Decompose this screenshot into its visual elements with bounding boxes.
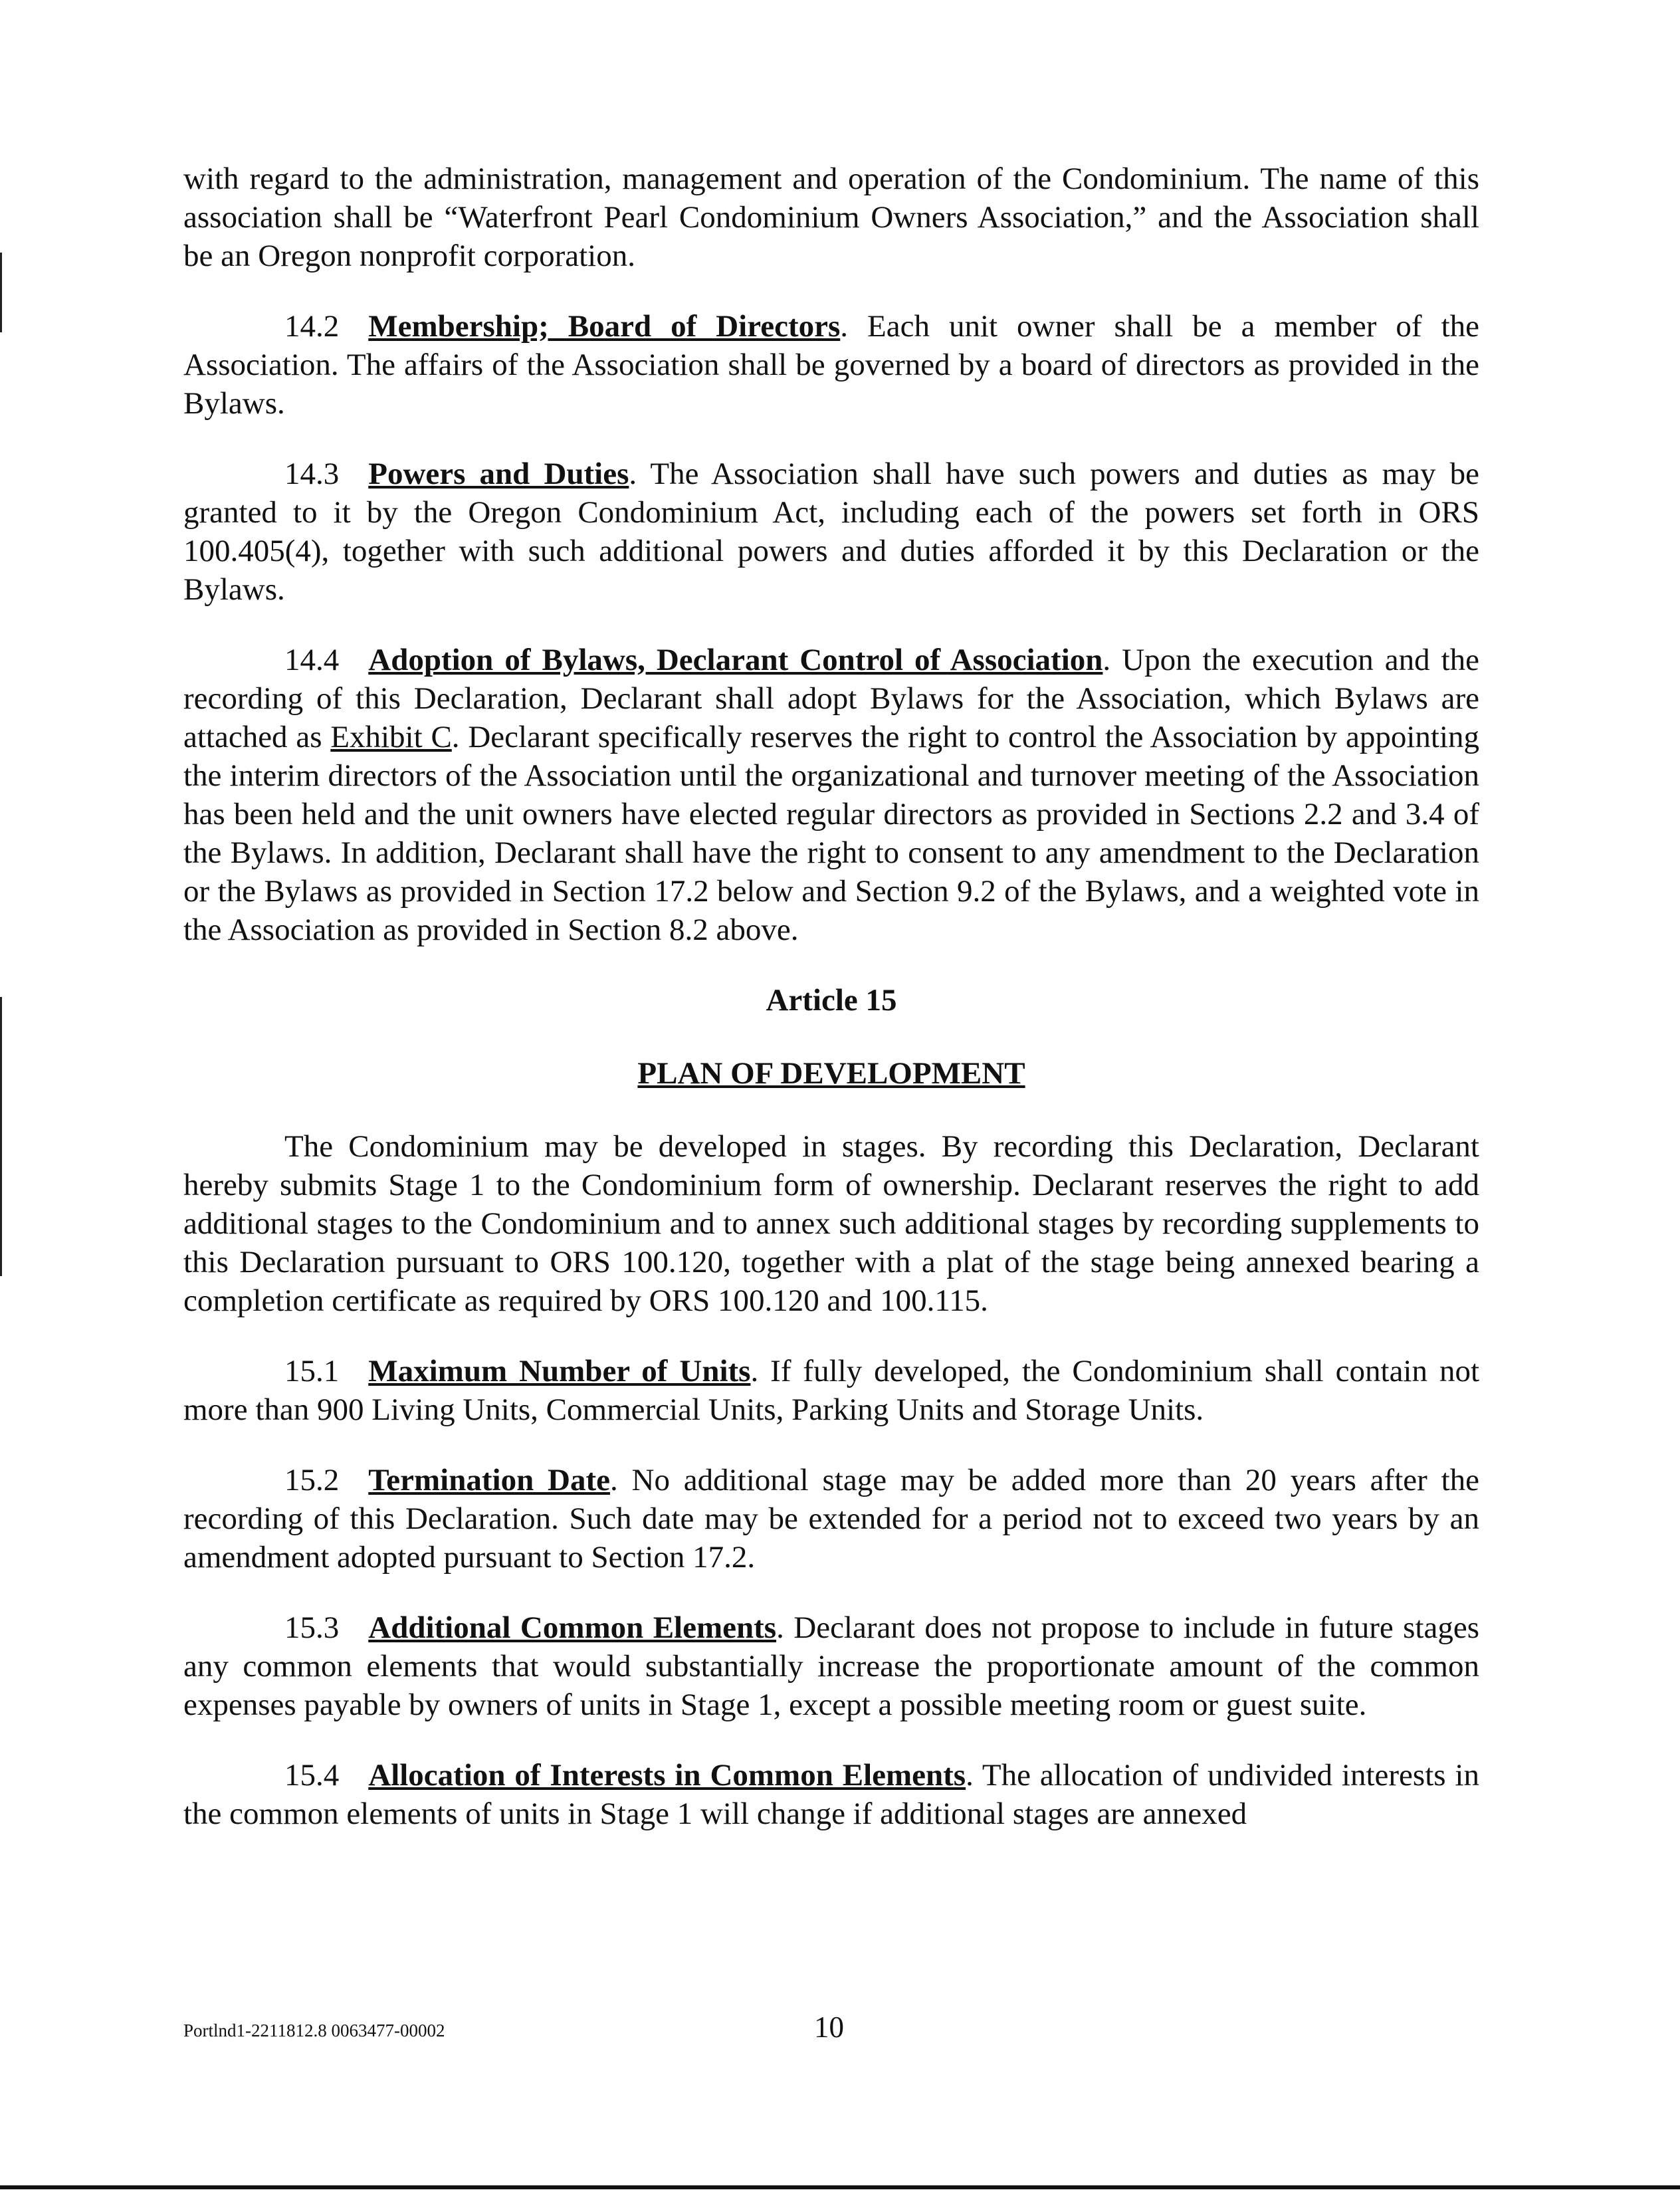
document-page — [183, 160, 1479, 1865]
paragraph-continuation: with regard to the administration, management and operation of the Condominium. The name of this association shall be “Waterfront Pearl Condominium Owners Association,” and the Association shall be an Oregon nonprofit corporation. — [183, 162, 1479, 273]
section-number: 15.4 — [284, 1758, 340, 1793]
section-title: Powers and Duties — [368, 457, 629, 491]
article-title: PLAN OF DEVELOPMENT — [637, 1056, 1025, 1091]
section-number: 15.2 — [284, 1463, 340, 1497]
section-number: 14.4 — [284, 643, 340, 677]
section-body: . Declarant does not propose to include in future stages any common elements that would substantially increase the proportionate amount of the common expenses payable by owners of units in Stage 1, except a possible meeting room or guest suite. — [183, 1610, 1480, 1722]
article-15-intro: The Condominium may be developed in stages. By recording this Declaration, Declarant hereby submits Stage 1 to the Condominium form of ownership. Declarant reserves the right to add additional stages to the Condominium and to annex such additional stages by recording supplements to this Declaration pursuant to ORS 100.120, together with a plat of the stage being annexed bearing a completion certificate as required by ORS 100.120 and 100.115. — [183, 1129, 1479, 1318]
section-body: . Each unit owner shall be a member of the Association. The affairs of the Association shall be governed by a board of directors as provided in the Bylaws. — [183, 309, 1479, 421]
section-15-1 — [183, 1352, 1479, 1429]
section-body: . The Association shall have such powers and duties as may be granted to it by the Oregon Condominium Act, including each of the powers set forth in ORS 100.405(4), together with such additional powers and duties afforded it by this Declaration or the Bylaws. — [183, 457, 1479, 607]
article-heading: Article 15 — [766, 983, 897, 1018]
section-title: Termination Date — [368, 1463, 610, 1497]
section-title: Maximum Number of Units — [368, 1354, 751, 1388]
scan-edge-mark — [0, 997, 2, 1276]
section-14-2 — [183, 307, 1479, 423]
footer-page-number: 10 — [814, 2011, 844, 2044]
section-number: 15.3 — [284, 1610, 340, 1645]
section-15-4 — [183, 1756, 1479, 1833]
exhibit-reference: Exhibit C — [330, 720, 452, 754]
section-body: . Upon the execution and the recording of this Declaration, Declarant shall adopt Bylaws for the Association, which Bylaws are attached as — [183, 643, 1480, 754]
section-14-3 — [183, 455, 1479, 609]
section-title: Allocation of Interests in Common Elements — [368, 1758, 966, 1793]
section-body: . No additional stage may be added more than 20 years after the recording of this Declaration. Such date may be extended for a period not to exceed two years by an amendment adopted pursuant to Section 17.2. — [183, 1463, 1479, 1575]
section-title: Adoption of Bylaws, Declarant Control of Association — [368, 643, 1103, 677]
scan-edge-mark — [0, 253, 2, 332]
section-number: 15.1 — [284, 1354, 340, 1388]
section-number: 14.3 — [284, 457, 340, 491]
scan-bottom-edge — [0, 2185, 1680, 2189]
section-15-2 — [183, 1461, 1479, 1577]
footer-document-reference: Portlnd1-2211812.8 0063477-00002 — [183, 2021, 445, 2040]
section-title: Additional Common Elements — [368, 1610, 777, 1645]
section-number: 14.2 — [284, 309, 340, 344]
section-body: . If fully developed, the Condominium shall contain not more than 900 Living Units, Commercial Units, Parking Units and Storage Units. — [183, 1354, 1480, 1427]
section-body: . The allocation of undivided interests in the common elements of units in Stage 1 will change if additional stages are annexed — [183, 1758, 1479, 1831]
section-14-4 — [183, 641, 1479, 949]
section-15-3 — [183, 1608, 1479, 1724]
section-body-cont: . Declarant specifically reserves the right to control the Association by appointing the interim directors of the Association until the organizational and turnover meeting of the Association has been held and the unit owners have elected regular directors as provided in Sections 2.2 and 3.4 of the Bylaws. In addition, Declarant shall have the right to consent to any amendment to the Declaration or the Bylaws as provided in Section 17.2 below and Section 9.2 of the Bylaws, and a weighted vote in the Association as provided in Section 8.2 above. — [183, 720, 1480, 947]
section-title: Membership; Board of Directors — [368, 309, 841, 344]
